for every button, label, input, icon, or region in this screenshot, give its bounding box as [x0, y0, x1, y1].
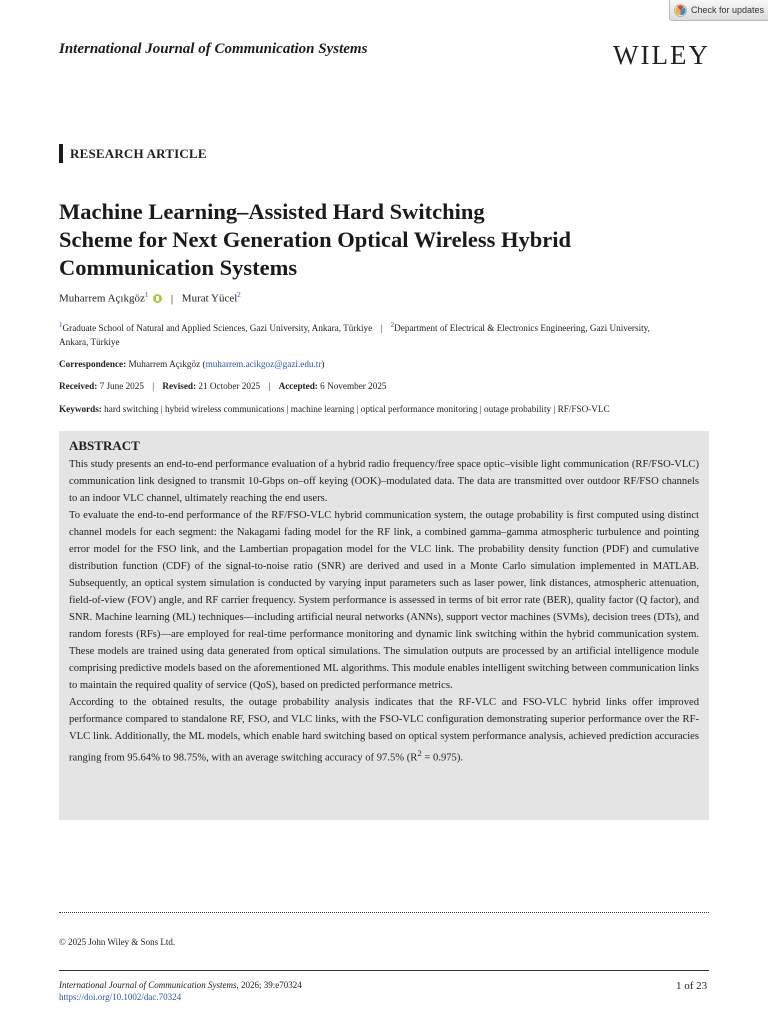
author-affiliation-sup: 2: [237, 291, 241, 299]
footer-citation: [59, 980, 302, 990]
correspondence-name: Muharrem Açıkgöz: [128, 359, 201, 369]
footer-divider: [59, 970, 709, 971]
author-list: [59, 291, 241, 305]
revised-date: 21 October 2025: [198, 381, 261, 391]
copyright-notice: © 2025 John Wiley & Sons Ltd.: [59, 937, 176, 947]
article-title: [59, 198, 679, 282]
check-for-updates-label: Check for updates: [691, 5, 765, 15]
article-dates: [59, 381, 387, 391]
affiliation-separator: |: [380, 323, 383, 334]
author-separator: |: [170, 292, 174, 305]
abstract-heading: ABSTRACT: [69, 438, 140, 453]
abstract-paragraph-end: = 0.975).: [421, 752, 464, 764]
accepted-label: Accepted:: [278, 381, 318, 391]
affiliation-1: Graduate School of Natural and Applied Sciences, Gazi University, Ankara, Türkiye: [62, 323, 373, 334]
correspondence-label: Correspondence:: [59, 359, 127, 369]
orcid-icon[interactable]: [153, 294, 162, 303]
correspondence: Correspondence: Muharrem Açıkgöz (muharrem.acikgoz@gazi.edu.tr): [59, 359, 325, 369]
keywords-list: hard switching | hybrid wireless communications | machine learning | optical performance monitoring | outage probability | RF/FSO-VLC: [104, 404, 610, 414]
journal-title[interactable]: International Journal of Communication Systems: [59, 41, 368, 57]
abstract-body: [69, 456, 699, 767]
author-name[interactable]: Muharrem Açıkgöz: [59, 292, 145, 305]
footer-volume: , 2026; 39:e70324: [236, 980, 302, 990]
abstract-box: [59, 431, 709, 820]
correspondence-email-link[interactable]: muharrem.acikgoz@gazi.edu.tr: [205, 359, 322, 369]
check-for-updates-button[interactable]: [669, 0, 768, 21]
keywords: [59, 404, 610, 414]
abstract-paragraph: [69, 694, 699, 767]
author-affiliation-sup: 1: [144, 291, 149, 299]
abstract-paragraph: This study presents an end-to-end performance evaluation of a hybrid radio frequency/free space optic–visible light communication (RF/FSO-VLC) communication link designed to transmit 10-Gbps on–off keying (OOK)–modulated data. The data are transmitted over outdoor RF/FSO channels to an indoor VLC channel, ultimately reaching the end users.: [69, 459, 699, 504]
received-label: Received:: [59, 381, 98, 391]
author-name[interactable]: Murat Yücel: [181, 292, 238, 305]
r-squared-sup: 2: [417, 748, 422, 758]
received-date: 7 June 2025: [99, 381, 144, 391]
affiliation-sup: 1: [59, 321, 63, 329]
keywords-label: Keywords:: [59, 404, 102, 414]
abstract-paragraph-text: According to the obtained results, the outage probability analysis indicates that the RF-VLC and FSO-VLC hybrid links offer improved performance compared to standalone RF, FSO, and VLC links, with the FSO-VLC configuration demonstrating superior performance over the RF-VLC link. Additionally, the ML models, which enable hard switching based on optical system performance analysis, achieved prediction accuracies ranging from 95.64% to 98.75%, with an average switching accuracy of 97.5% (R: [69, 697, 699, 764]
title-line-2: Scheme for Next Generation Optical Wireless Hybrid: [59, 227, 572, 252]
title-line-1: Machine Learning–Assisted Hard Switching: [59, 199, 485, 224]
affiliation-2: Department of Electrical & Electronics Engineering, Gazi University, Ankara, Türkiye: [59, 323, 650, 348]
publisher-logo[interactable]: WILEY: [613, 40, 710, 70]
article-type-marker: [59, 144, 63, 163]
title-line-3: Communication Systems: [59, 255, 298, 280]
crossmark-icon: [674, 4, 687, 17]
affiliations: [59, 318, 679, 349]
footnote-divider: [59, 912, 709, 913]
doi-link[interactable]: https://doi.org/10.1002/dac.70324: [59, 992, 182, 1002]
revised-label: Revised:: [162, 381, 197, 391]
footer-journal: International Journal of Communication Systems: [59, 980, 237, 990]
date-separator: |: [268, 381, 271, 391]
article-type: RESEARCH ARTICLE: [70, 146, 207, 161]
affiliation-sup: 2: [390, 321, 395, 329]
accepted-date: 6 November 2025: [320, 381, 387, 391]
abstract-paragraph: To evaluate the end-to-end performance of the RF/FSO-VLC hybrid communication system, the outage probability is first computed using distinct channel models for each segment: the Nakagami fading model for the RF link, a combined gamma–gamma atmospheric turbulence and pointing error model for the FSO link, and the Lambertian propagation model for the VLC link. The probability density function (PDF) and cumulative distribution function (CDF) of the signal-to-noise ratio (SNR) are derived and used in a Monte Carlo simulation implemented in MATLAB. Subsequently, an optical system simulation is conducted by varying input parameters such as laser power, link distances, atmospheric attenuation, field-of-view (FOV) angle, and RF carrier frequency. System performance is assessed in terms of bit error rate (BER), quality factor (Q factor), and SNR. Machine learning (ML) techniques—including artificial neural networks (ANNs), support vector machines (SVMs), decision trees (DTs), and random forests (RFs)—are employed for real-time performance monitoring and dynamic link switching within the hybrid communication system. These models are trained using data generated from optical simulations. The simulation outputs are processed by an artificial intelligence module comprising predictive models based on the aforementioned ML algorithms. This module enables intelligent switching between communication links to maintain the required quality of service (QoS), based on predicted performance metrics.: [69, 510, 699, 691]
date-separator: |: [152, 381, 155, 391]
page-number: 1 of 23: [676, 980, 708, 992]
